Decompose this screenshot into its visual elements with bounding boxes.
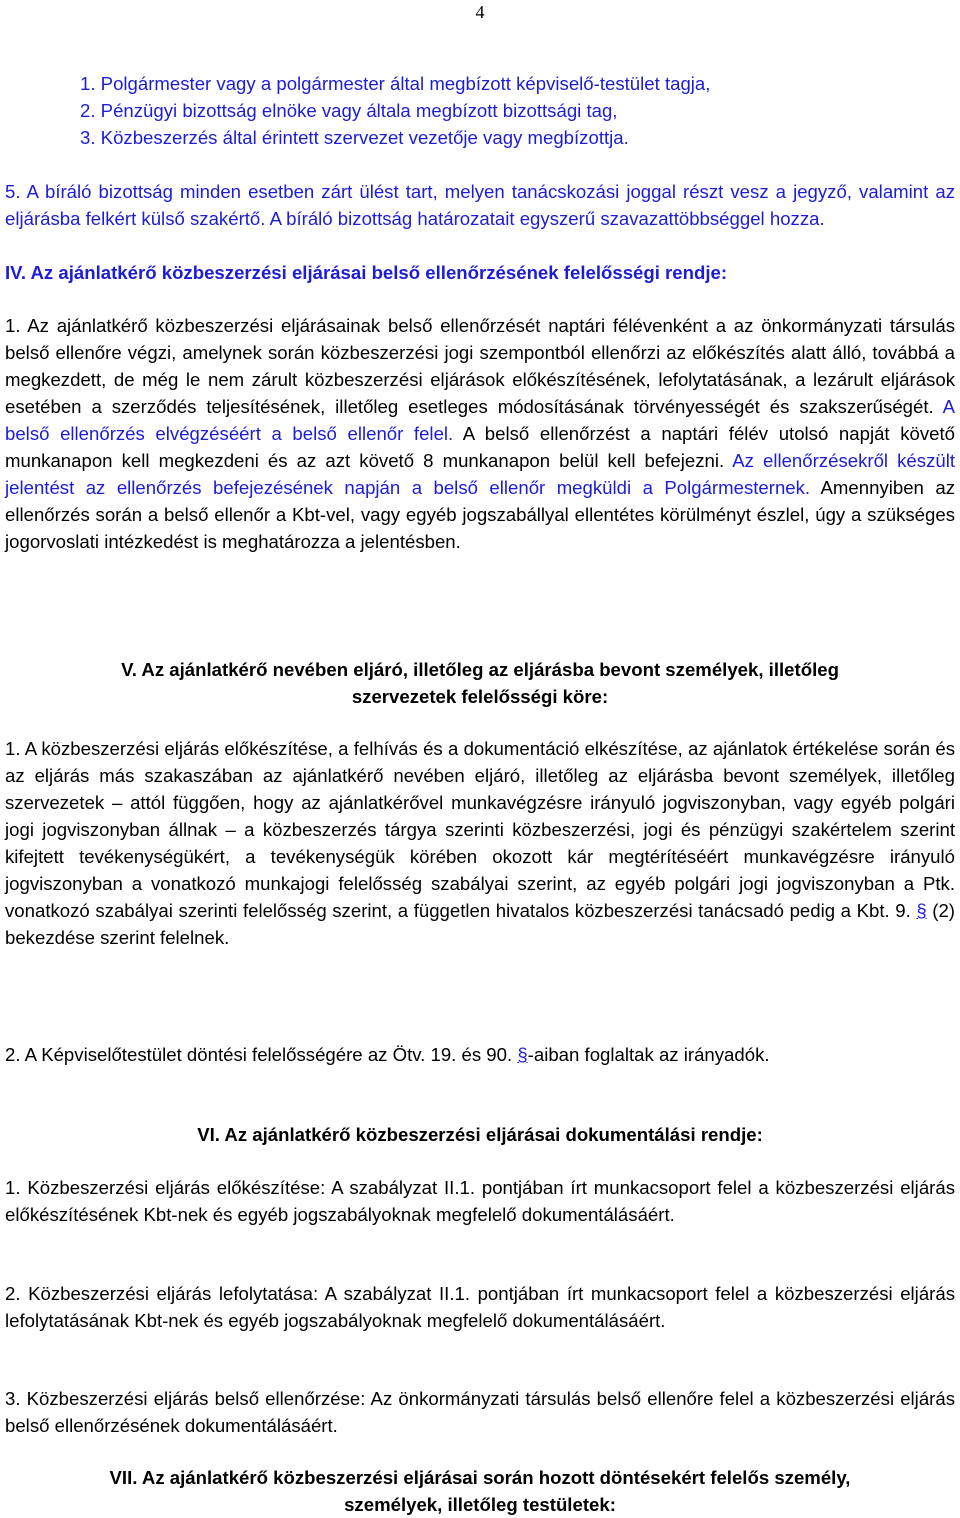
paragraph-part: 2. A Képviselőtestület döntési felelősségére az Ötv. 19. és 90. — [5, 1044, 518, 1065]
heading-line: V. Az ajánlatkérő nevében eljáró, illetőleg az eljárásba bevont személyek, illetőleg — [121, 659, 839, 680]
section-v-paragraph-1 — [5, 735, 955, 951]
list-item: 1. Polgármester vagy a polgármester által megbízott képviselő-testület tagja, — [80, 73, 711, 94]
section-sign: § — [916, 900, 927, 921]
paragraph-part: A belső ellenőrzés elvégzéséért a belső ellenőr felel. — [5, 396, 955, 444]
paragraph-part: -aiban foglaltak az irányadók. — [527, 1044, 770, 1065]
section-vii-heading — [5, 1464, 955, 1518]
section-vi-paragraph-1: 1. Közbeszerzési eljárás előkészítése: A szabályzat II.1. pontjában írt munkacsoport felel a közbeszerzési eljárás előkészítésének Kbt-nek és egyéb jogszabályoknak megfelelő dokumentálásáért. — [5, 1177, 955, 1225]
paragraph-part: 1. Az ajánlatkérő közbeszerzési eljárásainak belső ellenőrzését naptári félévenként a az önkormányzati társulás belső ellenőre végzi, amelynek során közbeszerzési jogi szempontból ellenőrzi az előkészítés alatt álló, továbbá a megkezdett, de még le nem zárult közbeszerzési eljárások előkészítésének, lefolytatásának, a lezárult eljárások esetében a szerződés teljesítésének, illetőleg esetleges módosításának törvényességét és szakszerűségét. — [5, 315, 955, 417]
section-iv-heading: IV. Az ajánlatkérő közbeszerzési eljárásai belső ellenőrzésének felelősségi rendje: — [5, 262, 728, 283]
paragraph-part: A belső ellenőrzést a naptári félév utolsó napját követő munkanapon kell megkezdeni és az azt követő 8 munkanapon belül kell befejezni. — [5, 423, 955, 471]
heading-line: VII. Az ajánlatkérő közbeszerzési eljárásai során hozott döntésekért felelős személy, — [109, 1467, 851, 1488]
list-item: 2. Pénzügyi bizottság elnöke vagy általa megbízott bizottsági tag, — [80, 100, 618, 121]
paragraph-bizottsag — [5, 178, 955, 232]
paragraph-part: 1. A közbeszerzési eljárás előkészítése, a felhívás és a dokumentáció elkészítése, az ajánlatok értékelése során és az eljárás más szakaszában az ajánlatkérő nevében eljáró, illetőleg az eljárásba bevont személyek, illetőleg szervezetek – attól függően, hogy az ajánlatkérővel munkavégzésre irányuló jogviszonyban, vagy egyéb polgári jogi jogviszonyban állnak – a közbeszerzés tárgya szerinti közbeszerzési, jogi és pénzügyi szakértelem szerint kifejtett tevékenységükért, a tevékenységük körében okozott kár megtérítéséért munkavégzésre irányuló jogviszonyban a vonatkozó munkajogi felelősség szabályai szerint, az egyéb polgári jogi jogviszonyban a Ptk. vonatkozó szabályai szerinti felelősség szerint, a független hivatalos közbeszerzési tanácsadó pedig a Kbt. 9. — [5, 738, 955, 921]
paragraph-part: 5. A bíráló bizottság minden esetben zárt ülést tart, melyen tanácskozási joggal részt vesz a jegyző, valamint az eljárásba felkért külső szakértő. — [5, 181, 955, 229]
paragraph-part: (2) bekezdése szerint felelnek. — [5, 900, 956, 948]
page-number: 4 — [475, 2, 485, 22]
section-iv-paragraph — [5, 312, 955, 555]
section-vi-heading: VI. Az ajánlatkérő közbeszerzési eljárásai dokumentálási rendje: — [197, 1124, 763, 1145]
members-list — [5, 70, 955, 151]
paragraph-part: Az ellenőrzésekről készült jelentést az ellenőrzés befejezésének napján a belső ellenőr megküldi a Polgármesternek. — [5, 450, 955, 498]
heading-line: személyek, illetőleg testületek: — [344, 1494, 616, 1515]
section-vi-paragraph-3: 3. Közbeszerzési eljárás belső ellenőrzése: Az önkormányzati társulás belső ellenőre felel a közbeszerzési eljárás belső ellenőrzésének dokumentálásáért. — [5, 1388, 955, 1436]
section-sign: § — [517, 1044, 528, 1065]
section-v-paragraph-2 — [5, 1041, 955, 1068]
list-item: 3. Közbeszerzés által érintett szervezet vezetője vagy megbízottja. — [80, 127, 629, 148]
heading-line: szervezetek felelősségi köre: — [351, 686, 609, 707]
paragraph-part: Amennyiben az ellenőrzés során a belső ellenőr a Kbt-vel, vagy egyéb jogszabállyal ellentétes körülményt észlel, úgy a szükséges jogorvoslati intézkedést is meghatározza a jelentésben. — [5, 477, 955, 552]
section-vi-paragraph-2: 2. Közbeszerzési eljárás lefolytatása: A szabályzat II.1. pontjában írt munkacsoport felel a közbeszerzési eljárás lefolytatásának Kbt-nek és egyéb jogszabályoknak megfelelő dokumentálásáért. — [5, 1283, 955, 1331]
paragraph-part: A bíráló bizottság határozatait egyszerű szavazattöbbséggel hozza. — [265, 208, 825, 229]
section-v-heading — [5, 656, 955, 710]
